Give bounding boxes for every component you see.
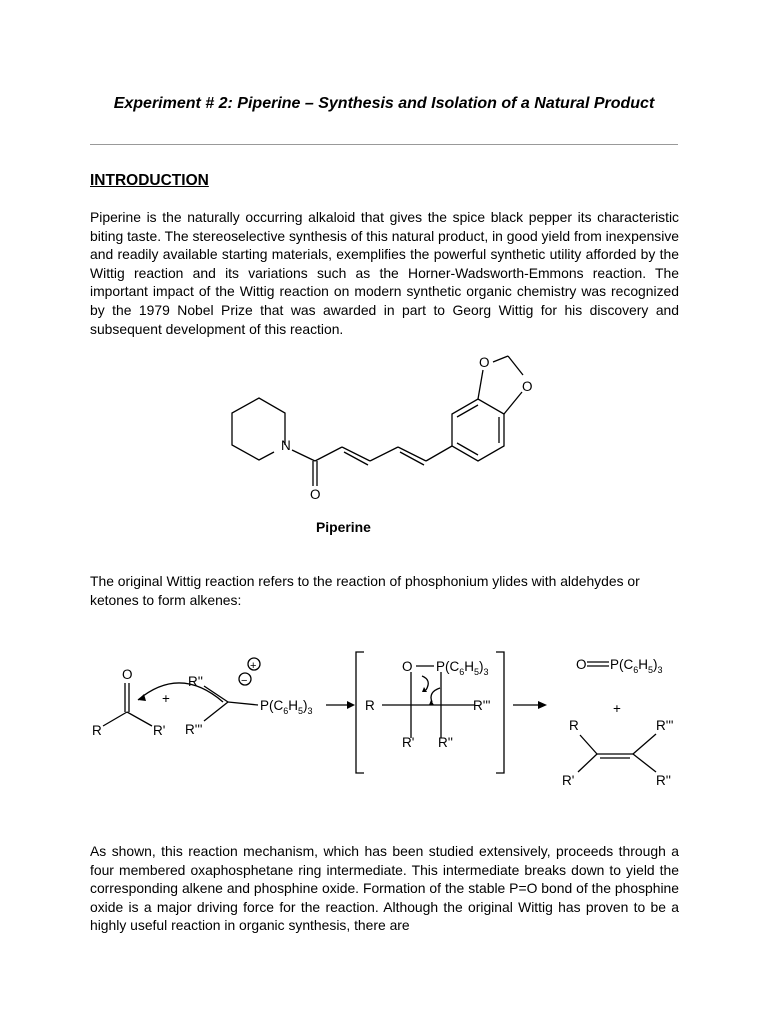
bond-chain-2 — [342, 447, 370, 461]
benzene-ring — [452, 399, 504, 461]
bond-dioxole-4 — [504, 392, 522, 414]
int-arrow-1 — [422, 676, 428, 690]
ylide-r2-label: R'' — [188, 674, 203, 689]
negative-charge-circle — [239, 673, 251, 685]
bond-chain-4b — [400, 452, 424, 465]
intro-paragraph-2: The original Wittig reaction refers to the reaction of phosphonium ylides with aldehydes or ketones to form alkenes: — [90, 573, 640, 608]
bond-alkene-r2 — [633, 754, 656, 772]
carbonyl-rp-label: R' — [153, 723, 166, 738]
benzene-double-3 — [457, 443, 478, 455]
bond-alkene-r3 — [633, 734, 656, 754]
bond-ylide-r3 — [204, 702, 228, 721]
positive-charge-label: + — [250, 660, 257, 672]
plus-sign-1: + — [162, 691, 170, 706]
bond-carbonyl-rp — [127, 712, 152, 726]
left-bracket — [356, 652, 364, 773]
section-heading-introduction: INTRODUCTION — [90, 172, 209, 189]
negative-charge-label: − — [241, 675, 248, 687]
carbonyl-r-label: R — [92, 723, 102, 738]
bond-ylide-p — [228, 702, 258, 705]
bond-ylide-r2 — [204, 686, 228, 702]
alkene-r2-label: R'' — [656, 773, 671, 788]
carbonyl-o-label: O — [122, 667, 133, 682]
positive-charge-circle — [248, 658, 260, 670]
int-rp-label: R' — [402, 735, 415, 750]
title-divider — [90, 144, 678, 145]
bond-chain-1 — [315, 447, 342, 461]
reaction-arrowhead-2 — [538, 701, 547, 709]
benzene-double-1 — [457, 405, 478, 417]
bond-dioxole-1 — [478, 370, 483, 399]
curved-arrow — [138, 683, 223, 702]
atom-o-carbonyl-label: O — [310, 487, 321, 502]
atom-o1-label: O — [479, 355, 490, 370]
piperine-caption: Piperine — [316, 519, 371, 535]
right-bracket — [496, 652, 504, 773]
alkene-r3-label: R''' — [656, 718, 674, 733]
atom-n-label: N — [281, 438, 291, 453]
bond-chain-3 — [370, 447, 398, 461]
alkene-rp-label: R' — [562, 773, 575, 788]
int-arrowhead-2 — [429, 700, 434, 705]
piperidine-ring — [232, 398, 285, 460]
bond-n-carbonyl — [292, 450, 315, 461]
product-o-label: O — [576, 657, 587, 672]
bond-chain-5 — [426, 446, 452, 461]
int-arrowhead-1 — [422, 687, 427, 692]
intro-paragraph-1: Piperine is the naturally occurring alkaloid that gives the spice black pepper its characteristic biting taste. The stereoselective synthesis of this natural product, in good yield from inexpensive and readily available starting materials, exemplifies the powerful synthetic utility afforded by the Wittig reaction and its variations such as the Horner-Wadsworth-Emmons reaction. The important impact of the Wittig reaction on modern synthetic organic chemistry was recognized by the 1979 Nobel Prize that was awarded in part to Georg Wittig for his discovery and subsequent development of this reaction. — [90, 209, 679, 337]
int-o-label: O — [402, 659, 413, 674]
bond-alkene-rp — [578, 754, 597, 772]
curved-arrowhead — [138, 694, 146, 701]
alkene-r-label: R — [569, 718, 579, 733]
int-r3-label: R''' — [473, 698, 491, 713]
int-phosphorus-label: $P(C_6H_5)_3$ — [436, 659, 489, 677]
bond-chain-4 — [398, 447, 426, 461]
bond-dioxole-2 — [493, 356, 508, 362]
reaction-arrowhead-1 — [347, 701, 355, 709]
bond-dioxole-3 — [508, 356, 523, 375]
ylide-phosphorus-label: $P(C_6H_5)_3$ — [260, 698, 313, 716]
atom-o2-label: O — [522, 379, 533, 394]
int-r-label: R — [365, 698, 375, 713]
int-arrow-2 — [431, 688, 440, 702]
document-title: Experiment # 2: Piperine – Synthesis and Isolation of a Natural Product — [113, 95, 655, 112]
bond-chain-2b — [344, 452, 368, 465]
int-r2-label: R'' — [438, 735, 453, 750]
bond-carbonyl-r — [103, 712, 127, 726]
ylide-r3-label: R''' — [185, 722, 203, 737]
bond-alkene-r — [580, 735, 597, 754]
intro-paragraph-3: As shown, this reaction mechanism, which has been studied extensively, proceeds through a four membered oxaphosphetane ring intermediate. This intermediate breaks down to yield the corresponding alkene and phosphine oxide. Formation of the stable P=O bond of the phosphine oxide is a major driving force for the reaction. Although the original Wittig has proven to be a highly useful reaction in organic synthesis, there are — [90, 843, 679, 934]
plus-sign-2: + — [613, 701, 621, 716]
product-phosphorus-label: $P(C_6H_5)_3$ — [610, 657, 663, 675]
